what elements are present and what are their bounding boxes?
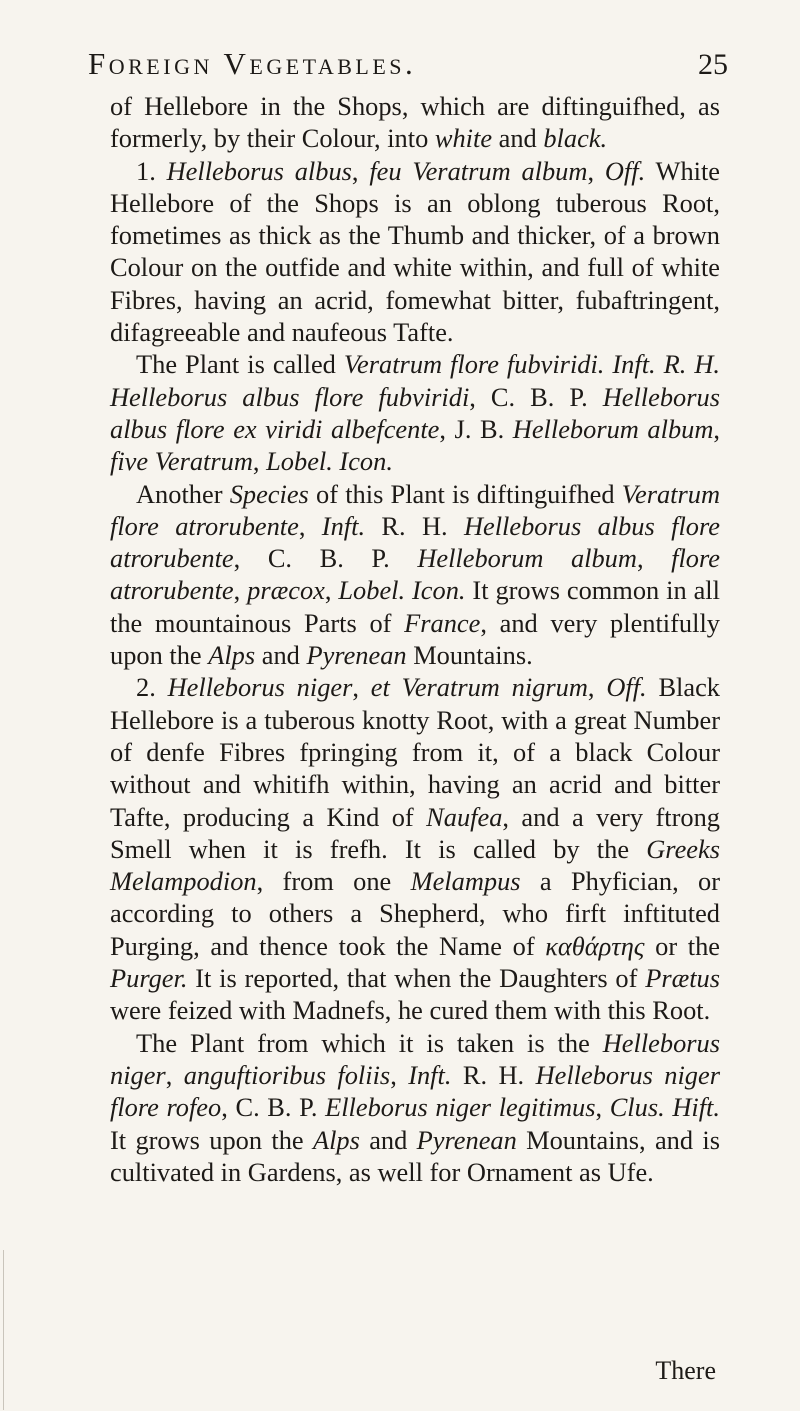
italic-text: Alps (208, 640, 256, 671)
italic-text: Greeks Melampodion (110, 833, 720, 897)
text-run: , (587, 672, 607, 703)
italic-text: Veratrum flore fubviridi. Inft. R. H. Helleborus albus flore fubviridi (110, 349, 720, 412)
text-run: , (713, 413, 721, 444)
text-run: Mountains. (406, 640, 533, 671)
italic-text: Naufea (426, 801, 503, 832)
italic-text: black. (543, 123, 608, 154)
text-run: The Plant is called (136, 349, 344, 380)
italic-text: Helleborum album (417, 543, 637, 574)
text-run: , (298, 510, 322, 541)
page-header (88, 46, 728, 90)
italic-text: Helleborus niger (167, 672, 353, 703)
text-run: and (359, 1124, 417, 1155)
text-run: , (233, 575, 248, 606)
italic-text: Pyrenean (306, 640, 407, 671)
text-run: It is reported, that when the Daughters of (187, 963, 646, 994)
italic-text: Inft. (408, 1059, 452, 1090)
italic-text: Veratrum flore atrorubente (110, 478, 721, 541)
paragraph (110, 478, 720, 672)
italic-text: Helleborum album (512, 413, 714, 444)
text-run: , J. B. (439, 413, 513, 444)
text-run: , (324, 575, 339, 606)
text-run: , and a very ftrong Smell when it is frefh. It is called by the (110, 801, 720, 864)
text-run: Another (136, 478, 230, 509)
body-text (110, 90, 720, 1188)
text-run: a Phyfician, or according to others a Shepherd, who firft inftituted Purging, and thence took the Name of (110, 866, 721, 961)
text-run: , C. B. P. (233, 543, 418, 574)
text-run: , (587, 155, 605, 186)
text-run: of this Plant is diftinguifhed (308, 478, 622, 509)
italic-text: France (404, 607, 481, 638)
text-run: , (165, 1059, 184, 1090)
text-run: of Hellebore in the Shops, which are diftinguifhed, as formerly, by their Colour, into (110, 91, 720, 154)
italic-text: Inft. (321, 510, 366, 541)
paragraph (110, 671, 720, 1026)
italic-text: et Veratrum nigrum (370, 672, 588, 703)
text-run: R. H. (365, 510, 464, 541)
page-edge-line (3, 1250, 4, 1410)
italic-text: καθάρτης (545, 930, 645, 961)
page-number: 25 (698, 48, 728, 81)
italic-text: Lobel. Icon. (266, 446, 393, 477)
paragraph (110, 90, 720, 155)
running-title: Foreign Vegetables. (88, 46, 417, 81)
italic-text: Clus. Hift. (609, 1092, 720, 1123)
italic-text: Alps (312, 1124, 360, 1155)
text-run: were feized with Madnefs, he cured them with this Root. (110, 995, 711, 1026)
text-run: 2. (136, 672, 168, 703)
italic-text: Helleborus niger flore rofeo (110, 1059, 720, 1123)
italic-text: Helleborus niger (110, 1027, 720, 1090)
text-run: White Hellebore of the Shops is an oblong tuberous Root, fometimes as thick as the Thumb and thicker, of a brown Colour on the outfide and white within, and full of white Fibres, having an acrid, fomewhat bitter, fubaftringent, difagreeable and naufeous Tafte. (110, 155, 721, 348)
text-run: , (390, 1059, 409, 1090)
text-run: Black Hellebore is a tuberous knotty Root, with a great Number of denfe Fibres fpringing from it, of a black Colour without and whitifh within, having an acrid and bitter Tafte, producing a Kind of (110, 672, 720, 832)
text-run: , (352, 672, 371, 703)
paragraph (110, 1027, 720, 1188)
italic-text: flore atrorubente (110, 543, 720, 606)
italic-text: Off. (606, 672, 647, 703)
italic-text: Species (229, 478, 309, 509)
text-run: It grows common in all the mountainous Parts of (110, 575, 720, 638)
text-run: , (636, 543, 672, 574)
text-run: R. H. (451, 1059, 536, 1090)
italic-text: Melampus (410, 866, 521, 897)
paragraph (110, 155, 720, 349)
italic-text: Elleborus niger legitimus (325, 1092, 596, 1123)
text-run: , (252, 446, 267, 477)
italic-text: white (434, 123, 493, 154)
text-run: and (255, 640, 307, 671)
text-run: , (351, 155, 370, 186)
italic-text: Prætus (645, 963, 720, 994)
text-run: Mountains, and is cultivated in Gardens, as well for Ornament as Ufe. (110, 1124, 720, 1187)
italic-text: Helleborus albus (166, 155, 352, 186)
italic-text: præcox (247, 575, 325, 606)
paragraph (110, 348, 720, 477)
italic-text: Purger. (110, 963, 188, 994)
text-run: , (595, 1092, 610, 1123)
catchword: There (655, 1356, 716, 1385)
italic-text: anguftioribus foliis (183, 1059, 391, 1090)
italic-text: Pyrenean (416, 1124, 517, 1155)
text-run: , from one (256, 866, 411, 897)
text-run: The Plant from which it is taken is the (136, 1027, 603, 1058)
text-run: It grows upon the (110, 1124, 313, 1155)
text-run: and (492, 123, 544, 154)
italic-text: Off. (604, 155, 646, 186)
italic-text: Helleborus albus flore atrorubente (110, 510, 720, 574)
text-run: , and very plentifully upon the (110, 607, 720, 671)
text-run: , C. B. P. (469, 381, 603, 412)
text-run: , C. B. P. (221, 1092, 326, 1123)
text-run: 1. (136, 155, 167, 186)
text-run: or the (644, 930, 720, 961)
italic-text: Helleborus albus flore ex viridi albefcente (110, 381, 720, 444)
italic-text: five Veratrum (110, 446, 253, 477)
italic-text: Lobel. Icon. (338, 575, 466, 606)
italic-text: feu Veratrum album (369, 155, 588, 186)
